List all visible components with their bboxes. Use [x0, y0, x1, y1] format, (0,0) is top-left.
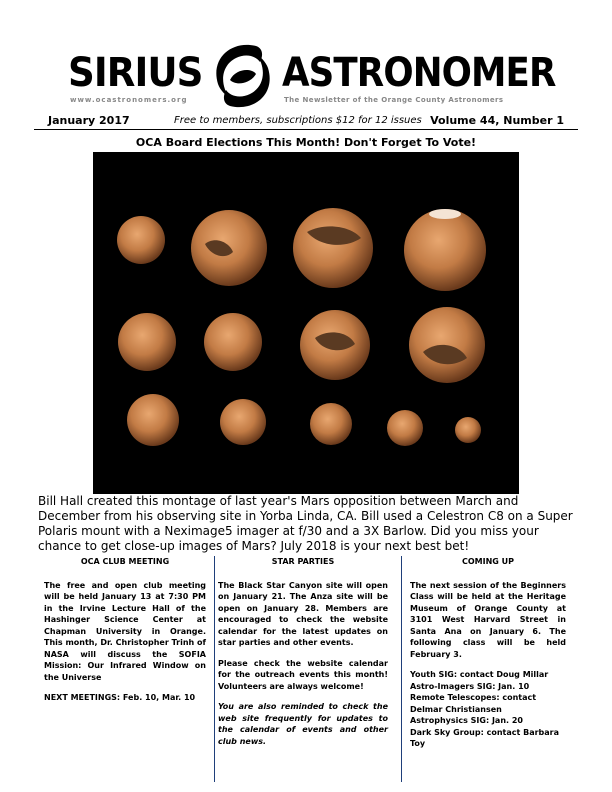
- issue-date: January 2017: [48, 114, 130, 127]
- mars-montage-photo: [93, 152, 519, 494]
- mars-image: [220, 399, 266, 445]
- coming-up-heading: COMING UP: [461, 557, 514, 566]
- swirl-logo-icon: [206, 40, 280, 112]
- masthead-title-left: SIRIUS: [68, 50, 203, 96]
- mars-image: [409, 307, 485, 383]
- issue-subscription: Free to members, subscriptions $12 for 12 issues: [174, 115, 422, 126]
- star-parties-column: [218, 556, 388, 756]
- mars-image: [455, 417, 481, 443]
- sig-item: Astrophysics SIG: Jan. 20: [410, 716, 523, 725]
- star-parties-p3: You are also reminded to check the web site frequently for updates to the calendar of events and other club news.: [218, 702, 388, 746]
- mars-image: [117, 216, 165, 264]
- club-meeting-column: [44, 556, 206, 713]
- masthead-site-url[interactable]: www.ocastronomers.org: [70, 96, 188, 104]
- issue-volume: Volume 44, Number 1: [430, 114, 564, 127]
- sig-item: Remote Telescopes: contact Delmar Christiansen: [410, 693, 537, 714]
- club-meeting-heading: OCA CLUB MEETING: [80, 557, 170, 566]
- mars-image: [204, 313, 262, 371]
- coming-up-column: [410, 556, 566, 750]
- coming-up-body: The next session of the Beginners Class will be held at the Heritage Museum of Orange County at 3101 West Harvard Street in Santa Ana on January 6. The following class will be held February 3.: [410, 580, 566, 659]
- star-parties-p2: Please check the website calendar for the outreach events this month! Volunteers are always welcome!: [218, 658, 388, 691]
- mars-image: [118, 313, 176, 371]
- sig-item: Astro-Imagers SIG: Jan. 10: [410, 681, 530, 691]
- mars-image: [404, 209, 486, 291]
- masthead-title-right: ASTRONOMER: [282, 50, 556, 96]
- next-meetings: NEXT MEETINGS: Feb. 10, Mar. 10: [44, 693, 196, 702]
- mars-montage-image: [93, 152, 519, 494]
- column-divider: [214, 556, 215, 782]
- mars-image: [387, 410, 423, 446]
- mars-image: [127, 394, 179, 446]
- club-meeting-body: The free and open club meeting will be held January 13 at 7:30 PM in the Irvine Lecture Hall of the Hashinger Science Center at Chapman University in Orange. This month, Dr. Christopher Trinh of NASA will discuss the SOFIA Mission: Our Infrared Window on the Universe: [44, 580, 206, 682]
- sig-item: Youth SIG: contact Doug Millar: [410, 670, 549, 679]
- mars-polar-cap: [429, 209, 461, 219]
- photo-caption: Bill Hall created this montage of last year's Mars opposition between March and December from his observing site in Yorba Linda, CA. Bill used a Celestron C8 on a Super Polaris mount with a Neximage5 imager at f/30 and a 3X Barlow. Did you miss your chance to get close-up images of Mars? July 2018 is your next best bet!: [38, 494, 573, 553]
- headline: OCA Board Elections This Month! Don't Forget To Vote!: [135, 136, 477, 149]
- issue-bar: [34, 113, 578, 130]
- star-parties-heading: STAR PARTIES: [271, 557, 335, 566]
- mars-image: [293, 208, 373, 288]
- mars-image: [310, 403, 352, 445]
- masthead: [66, 40, 556, 112]
- sig-item: Dark Sky Group: contact Barbara Toy: [410, 727, 560, 748]
- star-parties-p1: The Black Star Canyon site will open on January 21. The Anza site will be open on January 28. Members are encouraged to check the website calendar for the latest updates on star parties and other events.: [218, 580, 388, 647]
- masthead-tagline: The Newsletter of the Orange County Astronomers: [284, 96, 504, 104]
- column-divider: [401, 556, 402, 782]
